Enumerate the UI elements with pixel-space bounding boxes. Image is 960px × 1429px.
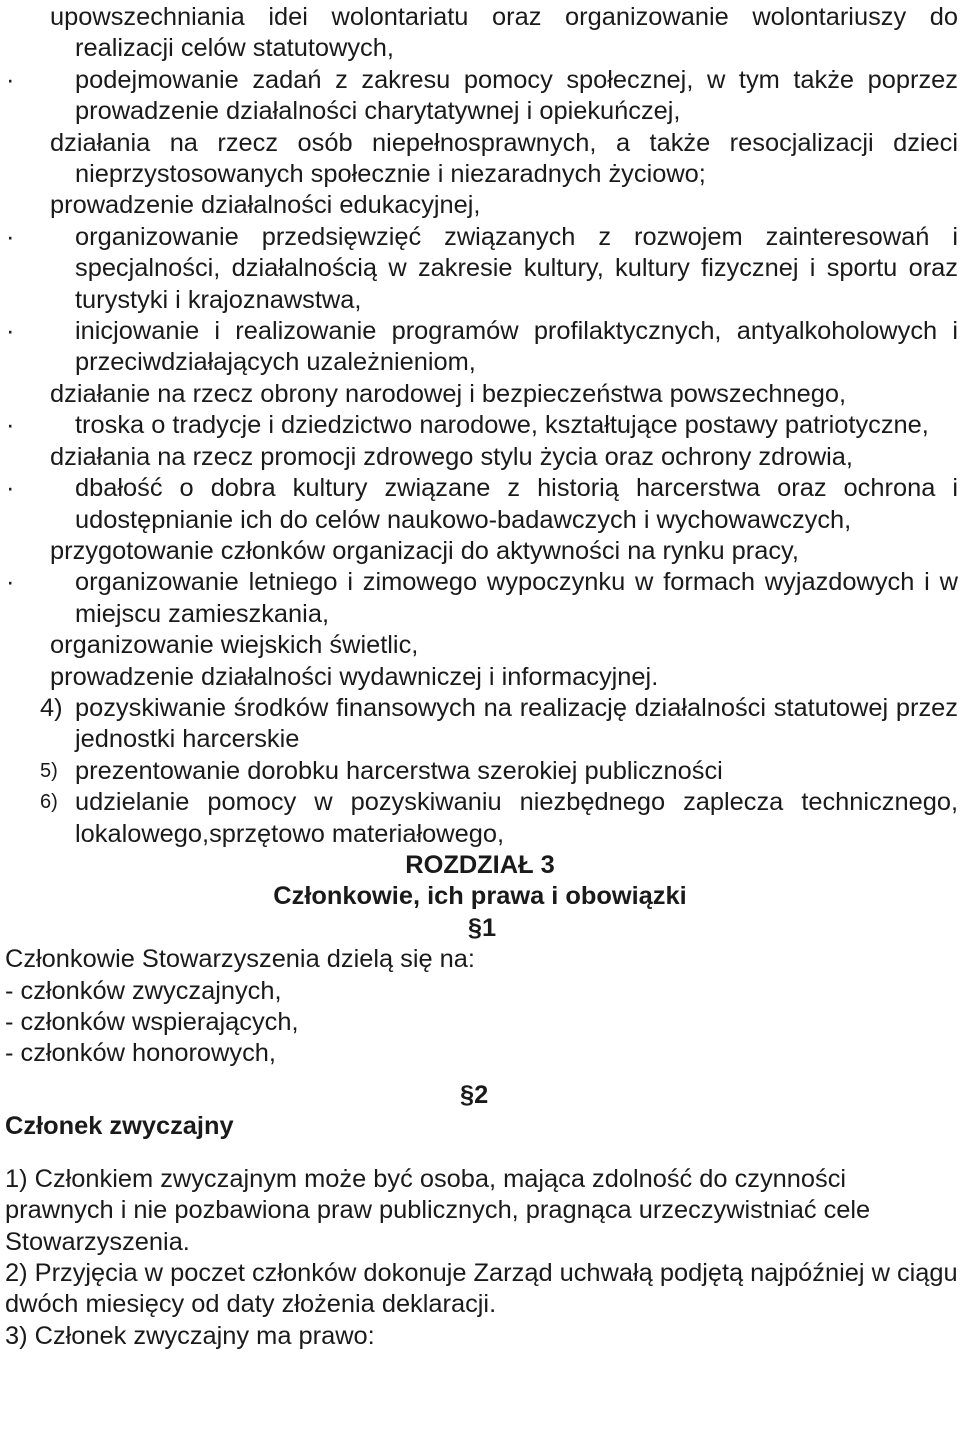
membership-type-item: - członków honorowych, — [5, 1039, 276, 1068]
bullet-text: podejmowanie zadań z zakresu pomocy społecznej, w tym także — [75, 65, 855, 94]
bullet-dot-icon: · — [6, 222, 15, 251]
numbered-list — [0, 693, 960, 850]
activity-bullet-item — [0, 316, 960, 379]
chapter-title: Członkowie, ich prawa i obowiązki — [273, 882, 687, 911]
bullet-dot-icon — [6, 128, 36, 159]
bullet-text: przygotowanie członków organizacji do aktywności na rynku pracy, — [50, 536, 799, 565]
numbered-item-continuation: technicznego, lokalowego,sprzętowo materiałowego, — [75, 788, 958, 848]
bullet-text: prowadzenie działalności wydawniczej i informacyjnej. — [50, 662, 659, 691]
bullet-text-continuation: antyalkoholowych i przeciwdziałających uzależnieniom, — [75, 317, 958, 377]
bullet-dot-icon: · — [6, 411, 15, 440]
numbered-item-continuation: statutowej przez jednostki harcerskie — [75, 693, 958, 754]
numbered-item-text: udzielanie pomocy w pozyskiwaniu niezbędnego zaplecza — [75, 788, 784, 817]
item-number: 5) — [40, 759, 58, 782]
activity-bullet-item — [0, 630, 960, 661]
activity-bullet-item — [0, 567, 960, 630]
activity-bullet-item — [0, 442, 960, 473]
bullet-dot-icon — [6, 630, 36, 661]
bullet-dot-icon — [6, 190, 36, 221]
bullet-dot-icon — [6, 2, 36, 33]
bullet-text: działania na rzecz osób niepełnosprawnych, a także resocjalizacji dzieci — [50, 128, 958, 157]
section-2-header — [0, 1080, 960, 1142]
bullet-text: działanie na rzecz obrony narodowej i bezpieczeństwa powszechnego, — [50, 379, 847, 408]
numbered-item-text: pozyskiwanie środków finansowych na realizację działalności — [75, 693, 766, 722]
activity-bullet-item — [0, 410, 960, 441]
bullet-dot-icon: · — [6, 317, 15, 346]
bullet-text: inicjowanie i realizowanie programów profilaktycznych, — [75, 317, 722, 346]
bullet-text: organizowanie wiejskich świetlic, — [50, 631, 419, 660]
bullet-text-continuation: realizacji celów statutowych, — [75, 34, 394, 63]
chapter-number: ROZDZIAŁ 3 — [405, 850, 555, 879]
activity-bullet-item — [0, 190, 960, 221]
activity-bullet-item — [0, 473, 960, 536]
activity-bullet-item — [0, 222, 960, 316]
numbered-item — [0, 787, 960, 850]
document-page — [0, 2, 960, 1352]
item-number: 4) — [40, 693, 63, 722]
statutory-activities-list — [0, 2, 960, 693]
bullet-text: prowadzenie działalności edukacyjnej, — [50, 191, 481, 220]
numbered-item — [0, 693, 960, 756]
bullet-text-continuation: poprzez prowadzenie działalności charytatywnej i opiekuńczej, — [75, 65, 958, 126]
bullet-dot-icon — [6, 442, 36, 473]
bullet-text-continuation: patriotyczne, — [784, 411, 929, 440]
bullet-dot-icon — [6, 379, 36, 410]
bullet-dot-icon: · — [6, 474, 15, 503]
item-number: 6) — [40, 791, 58, 814]
bullet-text: dbałość o dobra kultury związane z historią harcerstwa oraz ochrona i — [75, 474, 958, 503]
section-1-number: §1 — [467, 913, 497, 942]
bullet-text: upowszechniania idei wolontariatu oraz organizowanie wolontariuszy do — [50, 3, 958, 31]
bullet-text-continuation: specjalności, działalnością w zakresie kultury, kultury fizycznej i sportu oraz turystyki i krajoznawstwa, — [75, 254, 958, 314]
bullet-text-continuation: udostępnianie ich do celów naukowo-badawczych i wychowawczych, — [75, 505, 852, 534]
numbered-item — [0, 756, 960, 787]
membership-type-item: - członków zwyczajnych, — [5, 976, 282, 1005]
bullet-dot-icon — [6, 662, 36, 693]
bullet-text: działania na rzecz promocji zdrowego stylu życia oraz ochrony zdrowia, — [50, 442, 853, 471]
section-2-paragraph: 1) Członkiem zwyczajnym może być osoba, mająca zdolność do czynności prawnych i nie pozbawiona praw publicznych, pragnąca urzeczywistniać cele Stowarzyszenia. — [5, 1164, 871, 1256]
activity-bullet-item — [0, 65, 960, 128]
section-1-sign — [0, 913, 960, 944]
section-2-paragraph: 3) Członek zwyczajny ma prawo: — [5, 1321, 375, 1350]
activity-bullet-item — [0, 2, 960, 65]
bullet-text: organizowanie letniego i zimowego wypoczynku w formach — [75, 568, 755, 597]
section-2-heading: Członek zwyczajny — [5, 1111, 234, 1140]
activity-bullet-item — [0, 128, 960, 191]
bullet-text-continuation: nieprzystosowanych społecznie i niezaradnych życiowo; — [75, 160, 706, 189]
section-2-paragraph: 2) Przyjęcia w poczet członków dokonuje Zarząd uchwałą podjętą najpóźniej w ciągu dwóch miesięcy od daty złożenia deklaracji. — [5, 1259, 958, 1319]
membership-type-item: - członków wspierających, — [5, 1008, 299, 1036]
bullet-dot-icon: · — [6, 568, 15, 597]
section-1-intro: Członkowie Stowarzyszenia dzielą się na: — [5, 945, 475, 974]
bullet-dot-icon: · — [6, 65, 15, 94]
activity-bullet-item — [0, 662, 960, 693]
bullet-text-continuation: wyjazdowych i w miejscu zamieszkania, — [75, 568, 958, 628]
bullet-text: troska o tradycje i dziedzictwo narodowe, kształtujące postawy — [75, 411, 778, 440]
activity-bullet-item — [0, 536, 960, 567]
section-2-sign: §2 — [460, 1080, 489, 1109]
numbered-item-text: prezentowanie dorobku harcerstwa szerokiej publiczności — [75, 756, 723, 785]
activity-bullet-item — [0, 379, 960, 410]
bullet-dot-icon — [6, 536, 36, 567]
bullet-text: organizowanie przedsięwzięć związanych z rozwojem zainteresowań i — [75, 222, 958, 251]
